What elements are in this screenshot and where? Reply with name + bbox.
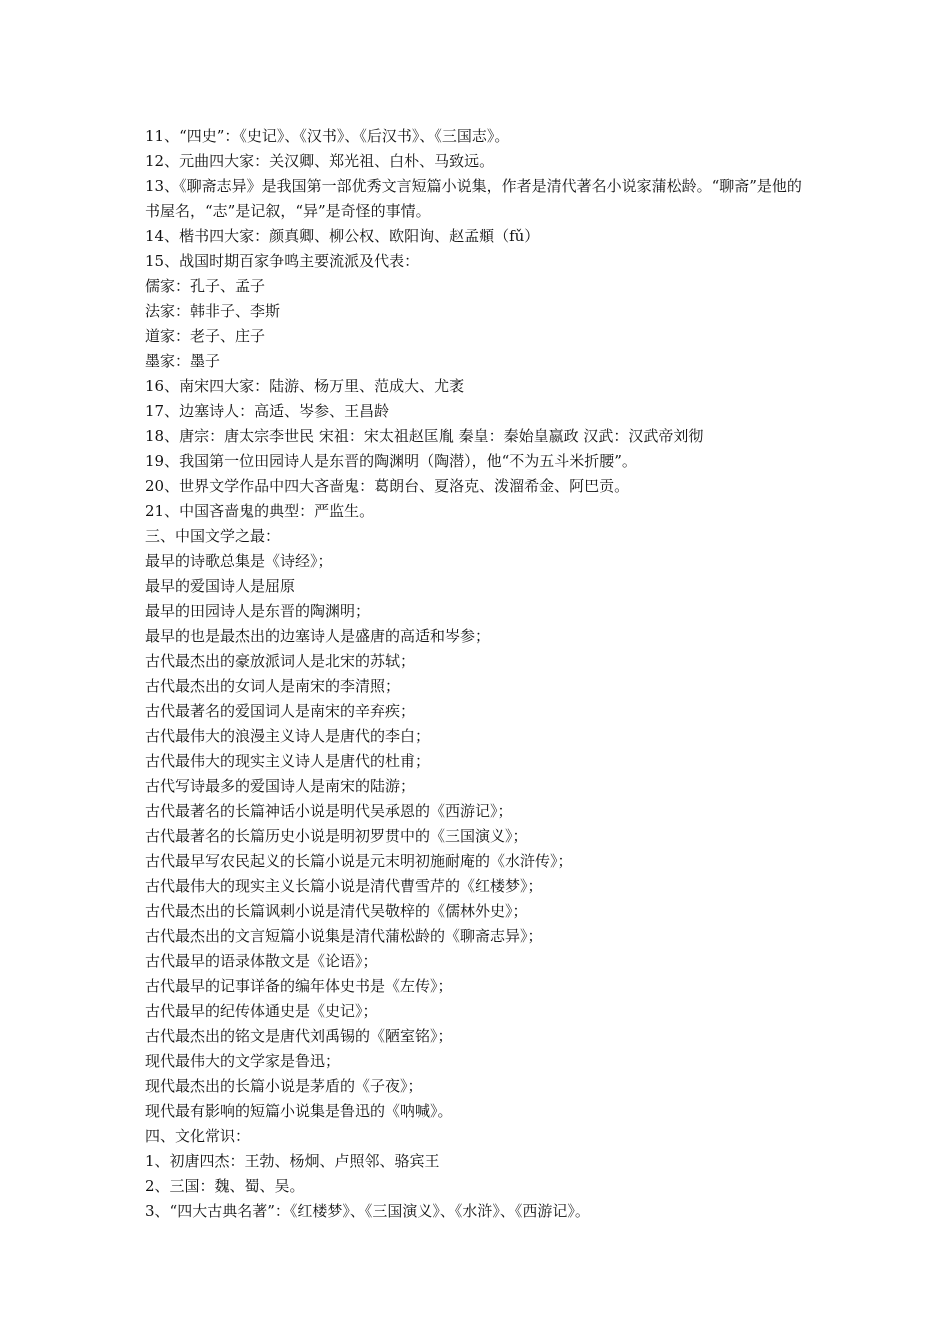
text-line: 古代写诗最多的爱国诗人是南宋的陆游； bbox=[145, 777, 416, 795]
text-line: 最早的田园诗人是东晋的陶渊明； bbox=[145, 602, 371, 620]
text-line: 21、中国吝啬鬼的典型：严监生。 bbox=[145, 502, 375, 520]
text-line: 现代最有影响的短篇小说集是鲁迅的《呐喊》。 bbox=[145, 1102, 453, 1120]
text-line: 儒家：孔子、孟子 bbox=[145, 277, 266, 295]
text-line: 古代最早的语录体散文是《论语》； bbox=[145, 952, 378, 970]
section-heading: 四、文化常识： bbox=[145, 1127, 251, 1145]
text-line: 最早的诗歌总集是《诗经》； bbox=[145, 552, 333, 570]
text-line: 3、“四大古典名著”：《红楼梦》、《三国演义》、《水浒》、《西游记》。 bbox=[145, 1202, 590, 1220]
text-line: 最早的爱国诗人是屈原 bbox=[145, 577, 296, 595]
text-line: 古代最早的纪传体通史是《史记》； bbox=[145, 1002, 378, 1020]
text-line: 古代最著名的长篇历史小说是明初罗贯中的《三国演义》； bbox=[145, 827, 528, 845]
text-line: 20、世界文学作品中四大吝啬鬼：葛朗台、夏洛克、泼溜希金、阿巴贡。 bbox=[145, 477, 630, 495]
section-heading: 三、中国文学之最： bbox=[145, 527, 281, 545]
text-line: 15、战国时期百家争鸣主要流派及代表： bbox=[145, 252, 420, 270]
text-line: 现代最伟大的文学家是鲁迅； bbox=[145, 1052, 341, 1070]
text-line: 法家：韩非子、李斯 bbox=[145, 302, 281, 320]
text-line: 19、我国第一位田园诗人是东晋的陶渊明（陶潜），他“不为五斗米折腰”。 bbox=[145, 452, 637, 470]
text-line: 古代最杰出的女词人是南宋的李清照； bbox=[145, 677, 401, 695]
text-line: 古代最伟大的现实主义长篇小说是清代曹雪芹的《红楼梦》； bbox=[145, 877, 543, 895]
text-line: 18、唐宗：唐太宗李世民 宋祖：宋太祖赵匡胤 秦皇：秦始皇嬴政 汉武：汉武帝刘彻 bbox=[145, 427, 704, 445]
text-line: 14、楷书四大家：颜真卿、柳公权、欧阳询、赵孟頫（fǔ） bbox=[145, 227, 540, 245]
text-line: 12、元曲四大家：关汉卿、郑光祖、白朴、马致远。 bbox=[145, 152, 495, 170]
text-line: 古代最早的记事详备的编年体史书是《左传》； bbox=[145, 977, 453, 995]
text-line: 古代最杰出的文言短篇小说集是清代蒲松龄的《聊斋志异》； bbox=[145, 927, 543, 945]
text-line: 古代最杰出的铭文是唐代刘禹锡的《陋室铭》； bbox=[145, 1027, 453, 1045]
text-line: 古代最伟大的现实主义诗人是唐代的杜甫； bbox=[145, 752, 431, 770]
text-line: 2、三国：魏、蜀、吴。 bbox=[145, 1177, 305, 1195]
text-line: 道家：老子、庄子 bbox=[145, 327, 266, 345]
document-body bbox=[145, 124, 815, 1224]
text-line: 1、初唐四杰：王勃、杨炯、卢照邻、骆宾王 bbox=[145, 1152, 440, 1170]
text-line: 最早的也是最杰出的边塞诗人是盛唐的高适和岑参； bbox=[145, 627, 491, 645]
text-line: 17、边塞诗人：高适、岑参、王昌龄 bbox=[145, 402, 390, 420]
text-paragraph: 13、《聊斋志异》是我国第一部优秀文言短篇小说集，作者是清代著名小说家蒲松龄。“聊斋”是他的书屋名，“志”是记叙，“异”是奇怪的事情。 bbox=[145, 177, 802, 220]
text-line: 古代最杰出的豪放派词人是北宋的苏轼； bbox=[145, 652, 416, 670]
text-line: 古代最杰出的长篇讽刺小说是清代吴敬梓的《儒林外史》； bbox=[145, 902, 528, 920]
text-line: 11、“四史”：《史记》、《汉书》、《后汉书》、《三国志》。 bbox=[145, 127, 510, 145]
text-line: 古代最著名的爱国词人是南宋的辛弃疾； bbox=[145, 702, 416, 720]
text-line: 古代最著名的长篇神话小说是明代吴承恩的《西游记》； bbox=[145, 802, 513, 820]
text-line: 古代最早写农民起义的长篇小说是元末明初施耐庵的《水浒传》； bbox=[145, 852, 573, 870]
text-line: 墨家：墨子 bbox=[145, 352, 221, 370]
text-line: 16、南宋四大家：陆游、杨万里、范成大、尤袤 bbox=[145, 377, 465, 395]
text-line: 现代最杰出的长篇小说是茅盾的《子夜》； bbox=[145, 1077, 423, 1095]
text-line: 古代最伟大的浪漫主义诗人是唐代的李白； bbox=[145, 727, 431, 745]
